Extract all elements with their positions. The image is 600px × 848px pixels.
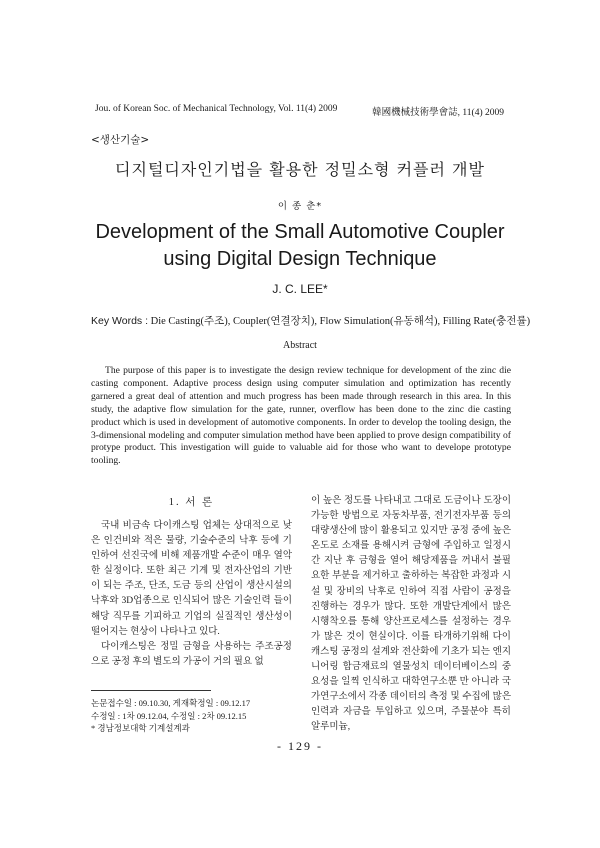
title-korean: 디지털디자인기법을 활용한 정밀소형 커플러 개발 — [115, 160, 485, 179]
footnote-divider — [91, 690, 211, 691]
journal-header-en: Jou. of Korean Soc. of Mechanical Technology, Vol. 11(4) 2009 — [95, 104, 338, 114]
page-number: - 129 - — [277, 739, 323, 753]
keywords — [91, 313, 530, 328]
title-english-line1: Development of the Small Automotive Coupler — [95, 221, 505, 243]
body-column-right — [311, 494, 511, 736]
keywords-label: Key Words : — [91, 315, 148, 327]
section-1-heading: 1. 서 론 — [168, 497, 215, 508]
body-column-left — [91, 494, 292, 670]
abstract-body: The purpose of this paper is to investigate the design review technique for development of the zinc die casting component. Adaptive process design using computer simulation and optimization has recently garnered a great deal of attention and much progress has been made through research in this area. In this study, the adaptive flow simulation for the gate, runner, overflow has been done to the zinc die casting product which is used in development of automotive components. In order to develop the tooling design, the 3-dimensional modeling and computer simulation method have been applied to prove design compatibility of protype product. This investigation will guide to valuable aid for those who want to develope prototype tooling. — [91, 365, 511, 467]
keywords-text: Die Casting(주조), Coupler(연결장치), Flow Simulation(유동해석), Filling Rate(충전률) — [150, 316, 531, 327]
body-paragraph-2: 다이캐스팅은 정밀 금형을 사용하는 주조공정으로 공정 후의 별도의 가공이 거의 필요 없 — [91, 641, 292, 667]
footnote-received: 논문접수일 : 09.10.30, 게재확정일 : 09.12.17 — [91, 698, 251, 708]
footnotes — [91, 697, 250, 735]
body-paragraph-1: 국내 비금속 다이캐스팅 업체는 상대적으로 낮은 인건비와 적은 물량, 기술수준의 낙후 등에 기인하여 선진국에 비해 제품개발 수준이 매우 열악한 실정이다. 또한 최근 기계 및 전자산업의 기반이 되는 주조, 단조, 도금 등의 산업이 생산시설의 낙후와 3D업종으로 인식되어 많은 기술인력 들이 해당 직무를 기피하고 기업의 실질적인 생산성이 떨어지는 현상이 나타나고 있다. — [91, 521, 292, 637]
abstract-heading: Abstract — [283, 340, 317, 351]
author-english: J. C. LEE* — [272, 282, 328, 296]
body-paragraph-3: 이 높은 정도를 나타내고 그대로 도금이나 도장이 가능한 방법으로 자동차부품, 전기전자부품 등의 대량생산에 많이 활용되고 있지만 공정 중에 높은 온도로 소재를 용해시켜 금형에 주입하고 일정시간 지난 후 금형을 열어 해당제품을 꺼내서 불필요한 부분을 제거하고 출하하는 복잡한 과정과 시설 및 장비의 낙후로 인하여 직접 사람이 공정을 진행하는 경우가 많다. 또한 개발단계에서 많은 시행착오를 통해 양산프로세스를 설정하는 경우가 많은 것이 현실이다. 이를 타개하기위해 다이캐스팅 공정의 설계와 전산화에 기초가 되는 엔지니어링 합금재료의 열물성치 데이터베이스의 중요성을 일찍 인식하고 대학연구소뿐 만 아니라 국가연구소에서 각종 데이터의 측정 및 수집에 많은 인력과 자금을 투입하고 있으며, 주물분야 특히 알루미늄, — [311, 496, 511, 733]
author-korean: 이 종 춘* — [277, 201, 323, 212]
footnote-affiliation: * 경남정보대학 기계설계과 — [91, 723, 190, 734]
title-english — [0, 219, 600, 273]
title-english-line2: using Digital Design Technique — [163, 248, 437, 270]
journal-header-ko: 韓國機械技術學會誌, 11(4) 2009 — [372, 108, 504, 118]
section-tag: <생산기술> — [91, 134, 150, 146]
footnote-revised: 수정일 : 1차 09.12.04, 수정일 : 2차 09.12.15 — [91, 710, 247, 721]
